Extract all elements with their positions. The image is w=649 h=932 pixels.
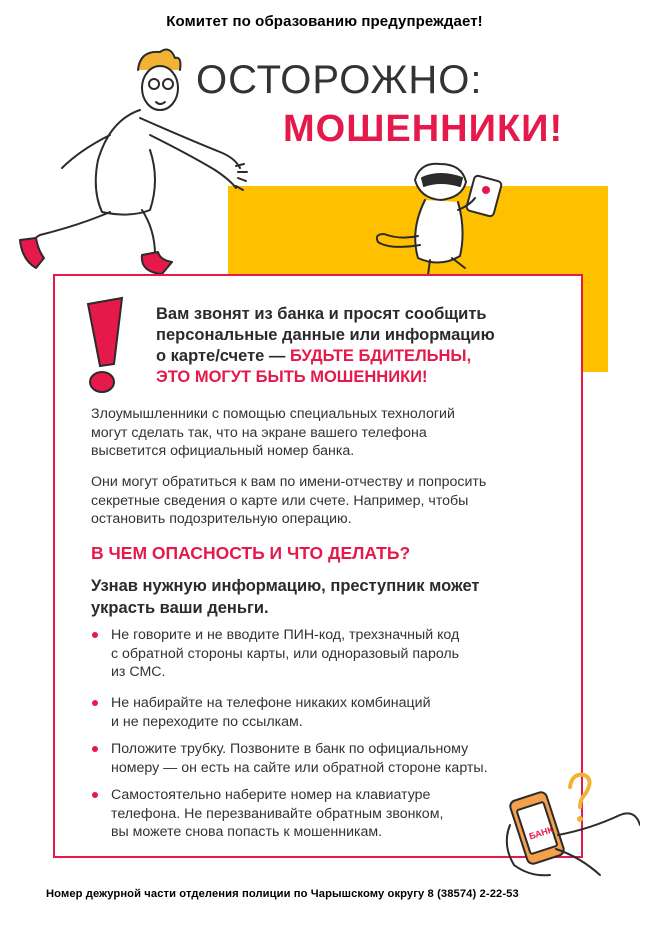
phone-bank-label: БАНК	[527, 824, 555, 842]
bullet-dot	[92, 746, 98, 752]
warning-could-be-fraud: ЭТО МОГУТ БЫТЬ МОШЕННИКИ!	[156, 368, 428, 386]
bullet-line: Положите трубку. Позвоните в банк по официальному	[111, 741, 469, 757]
warning-line-3	[156, 346, 556, 367]
title-fraudsters: МОШЕННИКИ!	[283, 108, 564, 150]
warning-line-1: Вам звонят из банка и просят сообщить	[156, 305, 487, 323]
bullet-dot	[92, 632, 98, 638]
phone-in-hand-illustration	[500, 765, 640, 880]
committee-notice: Комитет по образованию предупреждает!	[166, 13, 483, 30]
bullet-item	[111, 694, 551, 731]
bullet-line: с обратной стороны карты, или одноразовый пароль	[111, 645, 460, 662]
warning-line-2: персональные данные или информацию	[156, 326, 495, 344]
paragraph-2-line: секретные сведения о карте или счете. Например, чтобы	[91, 492, 469, 509]
bullet-line: из СМС.	[111, 664, 166, 680]
subheading-line: украсть ваши деньги.	[91, 599, 269, 617]
paragraph-1-line: высветится официальный номер банка.	[91, 443, 355, 459]
bullet-line: номеру — он есть на сайте или обратной стороне карты.	[111, 759, 488, 776]
title-caution: ОСТОРОЖНО:	[196, 58, 483, 102]
warning-text	[156, 304, 556, 388]
bullet-line: и не переходите по ссылкам.	[111, 713, 303, 730]
warning-line-3-start: о карте/счете —	[156, 347, 291, 365]
bullet-dot	[92, 792, 98, 798]
bullet-line: Не набирайте на телефоне никаких комбинаций	[111, 695, 431, 711]
bullet-line: Самостоятельно наберите номер на клавиатуре	[111, 787, 431, 803]
subheading-line: Узнав нужную информацию, преступник может	[91, 577, 480, 595]
bullet-line: вы можете снова попасть к мошенникам.	[111, 824, 383, 840]
bullet-line: телефона. Не перезванивайте обратным звонком,	[111, 805, 444, 822]
bullet-line: Не говорите и не вводите ПИН-код, трехзначный код	[111, 627, 460, 643]
subheading	[91, 575, 561, 619]
raccoon-illustration	[370, 150, 520, 280]
running-man-illustration	[0, 40, 300, 290]
bullet-item	[111, 626, 551, 682]
paragraph-1-line: могут сделать так, что на экране вашего телефона	[91, 424, 427, 441]
paragraph-2-line: остановить подозрительную операцию.	[91, 511, 352, 527]
warning-be-vigilant: БУДЬТЕ БДИТЕЛЬНЫ,	[290, 347, 472, 365]
paragraph-2	[91, 473, 571, 529]
paragraph-1-line: Злоумышленники с помощью специальных технологий	[91, 406, 455, 422]
paragraph-2-line: Они могут обратиться к вам по имени-отчеству и попросить	[91, 474, 487, 490]
exclamation-icon	[80, 296, 140, 396]
bullet-dot	[92, 700, 98, 706]
paragraph-1	[91, 405, 571, 461]
bullet-item	[111, 786, 551, 842]
police-phone-footer: Номер дежурной части отделения полиции по Чарышскому округу 8 (38574) 2-22-53	[46, 888, 519, 900]
danger-heading: В ЧЕМ ОПАСНОСТЬ И ЧТО ДЕЛАТЬ?	[91, 543, 411, 563]
